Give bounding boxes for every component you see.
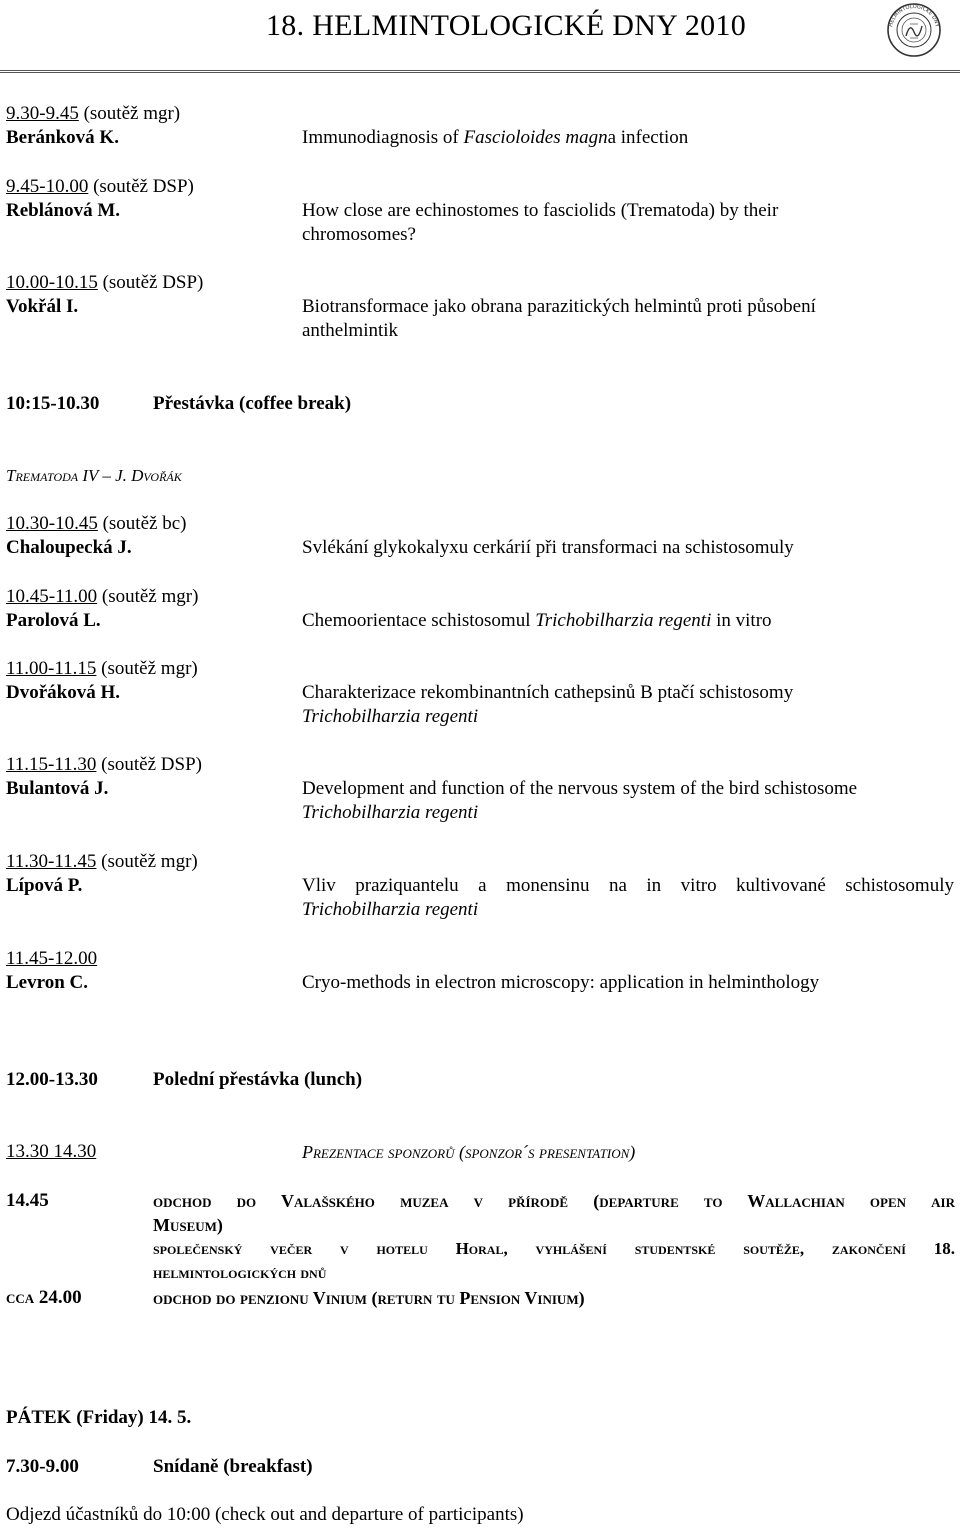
header-rule	[0, 70, 960, 73]
talk-time: 10.30-10.45 (soutěž bc)	[6, 513, 187, 534]
night-label: odchod do penzionu Vinium (return tu Pension Vinium)	[153, 1288, 585, 1308]
talk-time: 11.45-12.00	[6, 948, 98, 969]
sponsors-label: Prezentace sponzorů (sponzor´s presentation)	[302, 1142, 636, 1162]
talk-title-line: chromosomes?	[302, 224, 416, 245]
break-label: Přestávka (coffee break)	[153, 393, 352, 414]
conference-logo-icon	[886, 2, 942, 58]
session-heading: Trematoda IV – J. Dvořák	[6, 466, 182, 485]
talk-speaker: Reblánová M.	[6, 200, 120, 221]
talk-title: Immunodiagnosis of Fascioloides magna infection	[302, 127, 689, 148]
header-title: 18. HELMINTOLOGICKÉ DNY 2010	[266, 9, 747, 42]
talk-time: 9.30-9.45 (soutěž mgr)	[6, 103, 181, 124]
evening-line: společenský večer v hotelu Horal, vyhlášení studentské soutěže, zakončení 18.	[153, 1239, 955, 1258]
talk-title-line: How close are echinostomes to fasciolids (Trematoda) by their	[302, 200, 779, 221]
talk-title-line: Cryo-methods in electron microscopy: application in helminthology	[302, 972, 820, 993]
evening-line: Museum)	[153, 1215, 223, 1235]
break-time: 10:15-10.30	[6, 393, 100, 414]
talk-speaker: Parolová L.	[6, 610, 101, 631]
talk-title-line: Trichobilharzia regenti	[302, 706, 479, 727]
evening-time: 14.45	[6, 1190, 49, 1211]
talk-time: 11.00-11.15 (soutěž mgr)	[6, 658, 198, 679]
logo-arc-text: HELMINTOLOGICKÉ DNY	[888, 3, 940, 28]
talk-speaker: Beránková K.	[6, 127, 119, 148]
talk-title-line: Biotransformace jako obrana parazitických helmintů proti působení	[302, 296, 816, 317]
talk-title-line: Vliv praziquantelu a monensinu na in vitro kultivované schistosomuly	[302, 875, 954, 896]
talk-time: 11.30-11.45 (soutěž mgr)	[6, 851, 198, 872]
lunch-label: Polední přestávka (lunch)	[153, 1069, 363, 1090]
talk-time: 9.45-10.00 (soutěž DSP)	[6, 176, 194, 197]
evening-line: odchod do Valašského muzea v přírodě (departure to Wallachian open air	[153, 1191, 955, 1211]
talk-title-line: Development and function of the nervous system of the bird schistosome	[302, 778, 858, 799]
talk-time: 10.00-10.15 (soutěž DSP)	[6, 272, 204, 293]
talk-title-line: Svlékání glykokalyxu cerkárií při transformaci na schistosomuly	[302, 537, 794, 558]
talk-speaker: Lípová P.	[6, 875, 83, 896]
talk-time: 10.45-11.00 (soutěž mgr)	[6, 586, 199, 607]
talk-time: 11.15-11.30 (soutěž DSP)	[6, 754, 202, 775]
talk-title-line: anthelmintik	[302, 320, 399, 341]
friday-heading: PÁTEK (Friday) 14. 5.	[6, 1407, 192, 1428]
svg-text:HELMINTOLOGICKÉ DNY	[888, 4, 940, 28]
talk-title-line: Charakterizace rekombinantních cathepsinů B ptačí schistosomy	[302, 682, 794, 703]
talk-speaker: Chaloupecká J.	[6, 537, 132, 558]
talk-speaker: Dvořáková H.	[6, 682, 120, 703]
departure-note: Odjezd účastníků do 10:00 (check out and departure of participants)	[6, 1504, 524, 1525]
evening-line: helmintologických dnů	[153, 1263, 327, 1282]
talk-title-line: Trichobilharzia regenti	[302, 802, 479, 823]
talk-speaker: Vokřál I.	[6, 296, 79, 317]
night-time: cca 24.00	[6, 1287, 82, 1308]
breakfast-label: Snídaně (breakfast)	[153, 1456, 313, 1477]
lunch-time: 12.00-13.30	[6, 1069, 98, 1090]
talk-speaker: Bulantová J.	[6, 778, 109, 799]
sponsors-time: 13.30 14.30	[6, 1141, 97, 1162]
talk-speaker: Levron C.	[6, 972, 88, 993]
breakfast-time: 7.30-9.00	[6, 1456, 79, 1477]
talk-title: Chemoorientace schistosomul Trichobilharzia regenti in vitro	[302, 610, 772, 631]
talk-title-line: Trichobilharzia regenti	[302, 899, 479, 920]
